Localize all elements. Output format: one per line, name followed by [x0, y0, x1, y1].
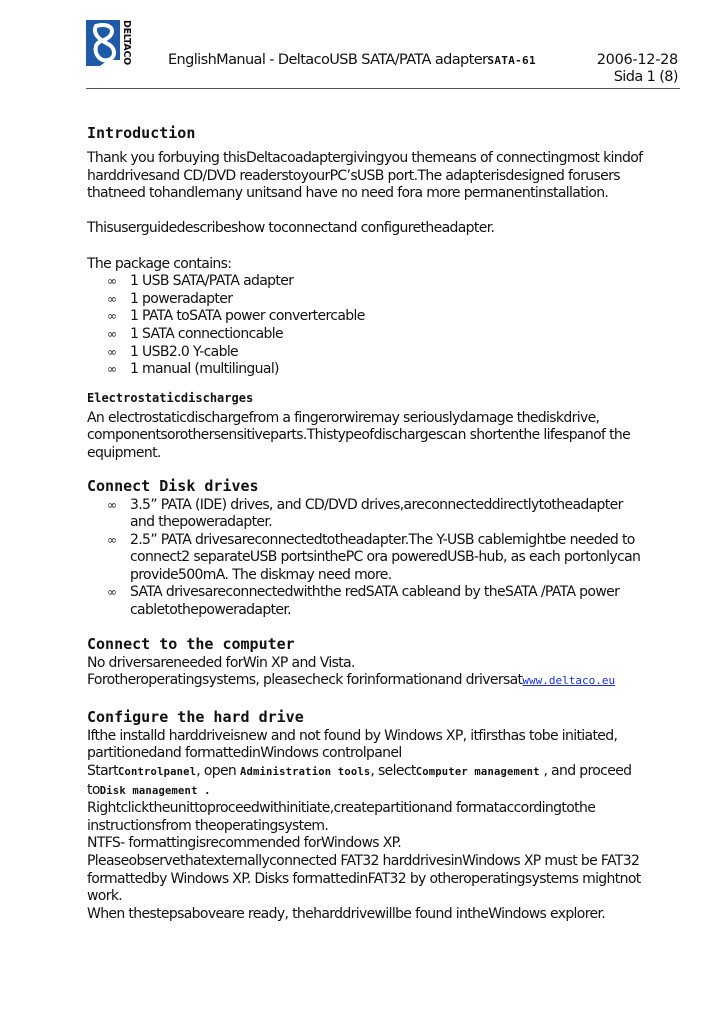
page-number: Sida 1 (8) — [613, 69, 678, 85]
heading-connect-computer: Connect to the computer — [87, 634, 295, 653]
text: , open — [196, 763, 240, 780]
list-item — [87, 361, 687, 379]
item-text: 1 poweradapter — [130, 290, 233, 307]
deltaco-website-link[interactable]: www.deltaco.eu — [522, 674, 616, 688]
list-item — [87, 344, 687, 362]
infinity-bullet-icon: ∞ — [107, 497, 117, 512]
text: , select — [370, 763, 416, 780]
infinity-bullet-icon: ∞ — [107, 585, 117, 600]
item-text: and thepoweradapter. — [130, 514, 272, 531]
package-label: The package contains: — [87, 255, 232, 272]
infinity-bullet-icon: ∞ — [107, 274, 117, 289]
item-text: 1 PATA toSATA power convertercable — [130, 308, 365, 325]
start-instructions-line — [87, 763, 687, 782]
infinity-bullet-icon: ∞ — [107, 532, 117, 547]
heading-introduction: Introduction — [87, 124, 196, 142]
item-text: 3.5” PATA (IDE) drives, and CD/DVD drives,areconnecteddirectlytotheadapter — [130, 496, 623, 513]
heading-connect-disk-drives: Connect Disk drives — [87, 476, 259, 495]
intro-line: thatneed tohandlemany unitsand have no need fora more permanentinstallation. — [87, 185, 609, 202]
model-number: SATA-61 — [487, 54, 536, 67]
header-divider — [86, 88, 680, 89]
ui-term-computer-management: Computer management — [415, 766, 540, 779]
item-text: SATA drivesareconnectedwiththe redSATA cableand by theSATA /PATA power — [130, 584, 620, 601]
text: to — [87, 781, 100, 798]
item-text: 1 USB2.0 Y-cable — [130, 343, 239, 360]
item-text: 1 manual (multilingual) — [130, 361, 279, 378]
item-text: provide500mA. The diskmay need more. — [130, 566, 392, 583]
intro-line: Thank you forbuying thisDeltacoadaptergivingyou themeans of connectingmost kindof — [87, 150, 643, 166]
logo-wordmark — [122, 20, 134, 66]
configure-line: formattedby Windows XP. Disks formattedinFAT32 by otheroperatingsystems mightnot — [87, 870, 641, 887]
infinity-bullet-icon: ∞ — [107, 362, 117, 377]
item-text: cabletothepoweradapter. — [130, 602, 291, 619]
list-item — [87, 308, 687, 326]
deltaco-logo — [86, 20, 134, 68]
infinity-bullet-icon: ∞ — [107, 326, 117, 341]
ui-term-disk-management: Disk management . — [99, 784, 211, 797]
heading-electrostatic: Electrostaticdischarges — [87, 390, 254, 405]
infinity-bullet-icon: ∞ — [107, 344, 117, 359]
heading-configure-hard-drive: Configure the hard drive — [87, 707, 304, 726]
configure-line: work. — [87, 888, 123, 905]
configure-line: When thestepsaboveare ready, theharddrivewillbe found intheWindows explorer. — [87, 905, 606, 922]
document-body — [87, 122, 687, 923]
esd-line: componentsorothersensitiveparts.Thistypeofdischargescan shortenthe lifespanof the — [87, 427, 631, 444]
deltaco-logo-icon — [86, 20, 120, 66]
infinity-bullet-icon: ∞ — [107, 291, 117, 306]
configure-line: partitionedand formattedinWindows controlpanel — [87, 745, 402, 762]
title-text: EnglishManual - DeltacoUSB SATA/PATA adapter — [168, 52, 488, 68]
list-item — [87, 584, 687, 619]
configure-line: Rightclicktheunittoproceedwithinitiate,createpartitionand formataccordingtothe — [87, 800, 596, 817]
document-date: 2006-12-28 — [596, 52, 678, 68]
list-item — [87, 326, 687, 344]
esd-line: equipment. — [87, 444, 161, 461]
svg-text:DELTACO: DELTACO — [122, 20, 132, 65]
intro-line: harddrivesand CD/DVD readerstoyourPC’sUSB port.The adapterisdesigned forusers — [87, 167, 620, 184]
configure-line: Ifthe installd harddriveisnew and not found by Windows XP, itfirsthas tobe initiated, — [87, 727, 618, 744]
configure-line: NTFS- formattingisrecommended forWindows XP. — [87, 835, 402, 852]
item-text: connect2 separateUSB portsinthePC ora poweredUSB-hub, as each portonlycan — [130, 549, 641, 566]
document-title — [168, 52, 536, 68]
item-text: 2.5” PATA drivesareconnectedtotheadapter.The Y-USB cablemightbe needed to — [130, 531, 635, 548]
esd-line: An electrostaticdischargefrom a fingerorwiremay seriouslydamage thediskdrive, — [87, 409, 600, 426]
list-item — [87, 273, 687, 291]
package-contents-list — [87, 273, 687, 379]
other-os-text: Forotheroperatingsystems, pleasecheck forinformationand driversat — [87, 672, 523, 689]
infinity-bullet-icon: ∞ — [107, 309, 117, 324]
item-text: 1 USB SATA/PATA adapter — [130, 273, 294, 290]
text: Start — [87, 763, 118, 780]
connect-disk-list — [87, 497, 687, 620]
configure-line: instructionsfrom theoperatingsystem. — [87, 817, 329, 834]
ui-term-administration-tools: Administration tools — [239, 766, 371, 779]
configure-line: Pleaseobservethatexternallyconnected FAT32 harddrivesinWindows XP must be FAT32 — [87, 853, 640, 869]
text: , and proceed — [539, 763, 632, 780]
list-item — [87, 532, 687, 585]
list-item — [87, 497, 687, 532]
other-os-line — [87, 672, 687, 690]
list-item — [87, 291, 687, 309]
ui-term-control-panel: Controlpanel — [117, 766, 197, 779]
no-drivers-line: No driversareneeded forWin XP and Vista. — [87, 654, 355, 671]
item-text: 1 SATA connectioncable — [130, 325, 283, 342]
disk-management-line — [87, 782, 687, 801]
guide-line: Thisuserguidedescribeshow toconnectand configuretheadapter. — [87, 220, 495, 237]
